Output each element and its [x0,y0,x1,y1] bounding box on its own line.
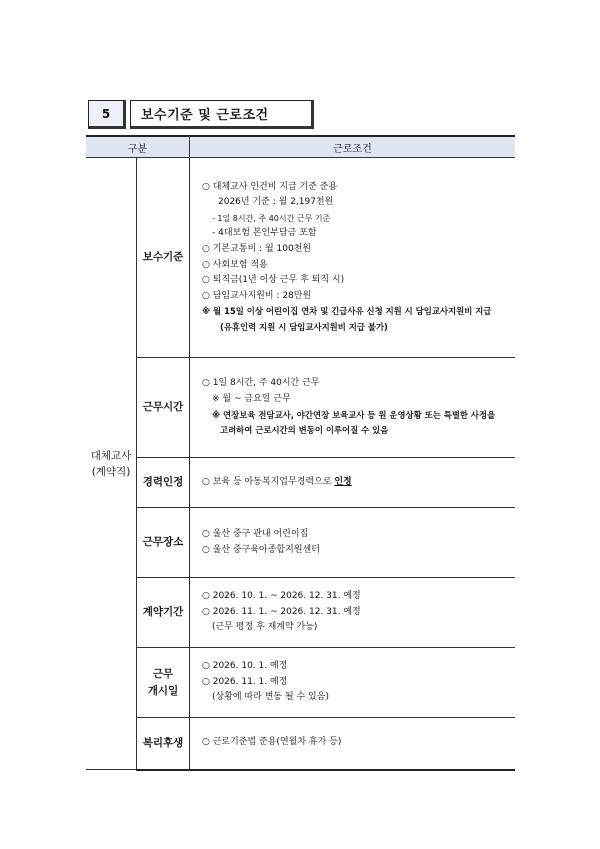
header-conditions: 근로조건 [190,136,516,158]
list-item: ○ 기본교통비 : 월 100천원 [202,243,312,254]
row-content-start [190,648,516,718]
row-content-place [190,508,516,578]
list-item: - 4대보험 본인부담금 포함 [212,228,317,239]
list-item: ○ 2026. 11. 1. 예정 [202,676,288,687]
row-label-career: 경력인정 [137,458,190,508]
list-item: ※ 월 ~ 금요일 근무 [212,393,291,404]
list-item: ○ 2026. 11. 1. ~ 2026. 12. 31. 예정 [202,606,361,617]
working-conditions-table [86,135,515,771]
list-item-note: 고려하여 근로시간의 변동이 이루어질 수 있음 [220,425,389,436]
row-content-welfare [190,718,516,770]
header-category: 구분 [86,136,190,158]
row-content-career [190,458,516,508]
list-item: ○ 울산 중구육아종합지원센터 [202,544,320,555]
list-item: ○ 대체교사 인건비 지급 기준 준용 [202,181,338,192]
row-hours [86,358,515,458]
section-title: 보수기준 및 근로조건 [130,100,314,129]
list-item: - 1일 8시간, 주 40시간 근무 기준 [212,213,331,223]
start-label-line1: 근무 [152,667,174,680]
list-item: ○ 1일 8시간, 주 40시간 근무 [202,378,320,389]
row-period [86,578,515,648]
row-label-period: 계약기간 [137,578,190,648]
row-content-pay [190,158,516,358]
row-label-place: 근무장소 [137,508,190,578]
category-title: 대체교사 [90,449,132,462]
list-item: ○ 담임교사지원비 : 28만원 [202,290,312,301]
row-label-pay: 보수기준 [137,158,190,358]
list-item: (상황에 따라 변동 될 수 있음) [212,692,329,703]
career-emphasis: 인정 [334,476,352,487]
row-label-welfare: 복리후생 [137,718,190,770]
section-header [88,100,314,127]
row-content-hours [190,358,516,458]
list-item: ○ 2026. 10. 1. ~ 2026. 12. 31. 예정 [202,591,361,602]
row-welfare [86,718,515,770]
list-item: ○ 울산 중구 관내 어린이집 [202,528,309,539]
section-number: 5 [88,100,126,129]
list-item: ○ 2026. 10. 1. 예정 [202,661,288,672]
row-pay [86,158,515,358]
list-item: ○ 근로기준법 준용(연월차 휴가 등) [202,737,342,748]
table-header-row [86,136,515,158]
row-place [86,508,515,578]
row-content-period [190,578,516,648]
row-career [86,458,515,508]
category-subtitle: (계약직) [91,465,131,478]
row-start [86,648,515,718]
career-text: ○ 보육 등 아동복지업무경력으로 [202,476,335,487]
row-label-start [137,648,190,718]
row-label-hours: 근무시간 [137,358,190,458]
list-item: ○ 퇴직금(1년 이상 근무 후 퇴직 시) [202,275,345,286]
list-item: (근무 평정 후 재계약 가능) [212,622,318,633]
start-label-line2: 개시일 [147,684,179,697]
list-item-note: ※ 월 15일 이상 어린이집 연차 및 긴급사유 신청 지원 시 담임교사지원비 지급 [202,306,492,317]
category-cell [86,158,137,770]
list-item: 2026년 기준 : 월 2,197천원 [218,197,334,208]
list-item: ○ 사회보험 적용 [202,259,268,270]
list-item-note: ※ 연장보육 전담교사, 야간연장 보육교사 등 원 운영상황 또는 특별한 사정을 [212,409,496,420]
list-item-note: (유휴인력 지원 시 담임교사지원비 지급 불가) [220,321,388,332]
list-item [202,475,507,491]
